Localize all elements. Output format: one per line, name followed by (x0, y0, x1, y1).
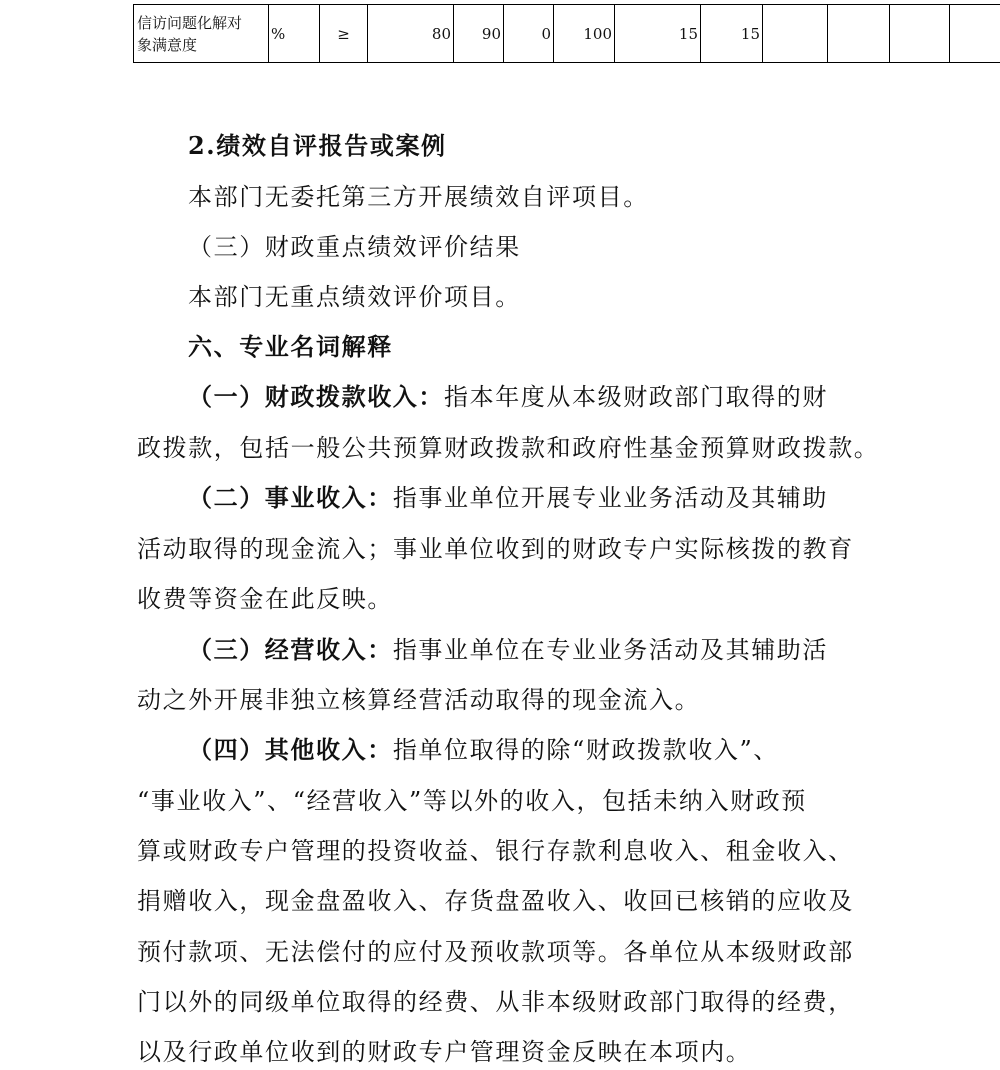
paragraph-line: 捐赠收入，现金盘盈收入、存货盘盈收入、收回已核销的应收及 (137, 887, 854, 915)
section6-heading: 六、专业名词解释 (188, 332, 393, 361)
section3-heading: （三）财政重点绩效评价结果 (188, 233, 521, 261)
section2-heading: 2.绩效自评报告或案例 (188, 131, 447, 160)
term-definition: 指本年度从本级财政部门取得的财 (444, 383, 828, 411)
table-row (134, 5, 1000, 63)
empty-cell-3 (890, 5, 950, 63)
indicator-name-line1: 信访问题化解对 (137, 13, 243, 32)
empty-cell-4 (950, 5, 1000, 63)
indicator-name-cell (134, 5, 269, 63)
indicator-name-line2: 象满意度 (137, 35, 198, 54)
term-label: （三）经营收入： (188, 635, 393, 664)
paragraph-line: 门以外的同级单位取得的经费、从非本级财政部门取得的经费， (137, 988, 854, 1016)
paragraph-line: 以及行政单位收到的财政专户管理资金反映在本项内。 (137, 1038, 752, 1066)
paragraph-line: 预付款项、无法偿付的应付及预收款项等。各单位从本级财政部 (137, 938, 854, 966)
operator-cell: ≥ (320, 5, 368, 63)
empty-cell-2 (828, 5, 890, 63)
term-line (188, 382, 828, 412)
paragraph-line: 算或财政专户管理的投资收益、银行存款利息收入、租金收入、 (137, 837, 854, 865)
performance-table (133, 4, 1000, 63)
term-definition: 指事业单位开展专业业务活动及其辅助 (392, 484, 829, 512)
value-cell-5: 15 (615, 5, 701, 63)
paragraph-line: “事业收入”、“经营收入”等以外的收入，包括未纳入财政预 (137, 787, 807, 815)
value-cell-4: 100 (554, 5, 615, 63)
paragraph-line: 政拨款，包括一般公共预算财政拨款和政府性基金预算财政拨款。 (137, 434, 880, 462)
term-line (188, 635, 828, 665)
empty-cell-1 (763, 5, 828, 63)
term-label: （二）事业收入： (188, 483, 393, 512)
value-cell-1: 80 (368, 5, 454, 63)
section2-body: 本部门无委托第三方开展绩效自评项目。 (188, 183, 649, 211)
value-cell-2: 90 (454, 5, 504, 63)
term-definition: 指事业单位在专业业务活动及其辅助活 (392, 636, 829, 664)
paragraph-line: 动之外开展非独立核算经营活动取得的现金流入。 (137, 686, 701, 714)
paragraph-line: 收费等资金在此反映。 (137, 585, 393, 613)
term-label: （一）财政拨款收入： (188, 382, 444, 411)
section3-body: 本部门无重点绩效评价项目。 (188, 283, 521, 311)
unit-cell: % (269, 5, 320, 63)
term-line (188, 483, 828, 513)
value-cell-3: 0 (504, 5, 554, 63)
term-label: （四）其他收入： (188, 735, 393, 764)
term-line (188, 735, 779, 765)
paragraph-line: 活动取得的现金流入；事业单位收到的财政专户实际核拨的教育 (137, 535, 854, 563)
term-definition: 指单位取得的除“财政拨款收入”、 (392, 736, 779, 764)
value-cell-6: 15 (701, 5, 763, 63)
